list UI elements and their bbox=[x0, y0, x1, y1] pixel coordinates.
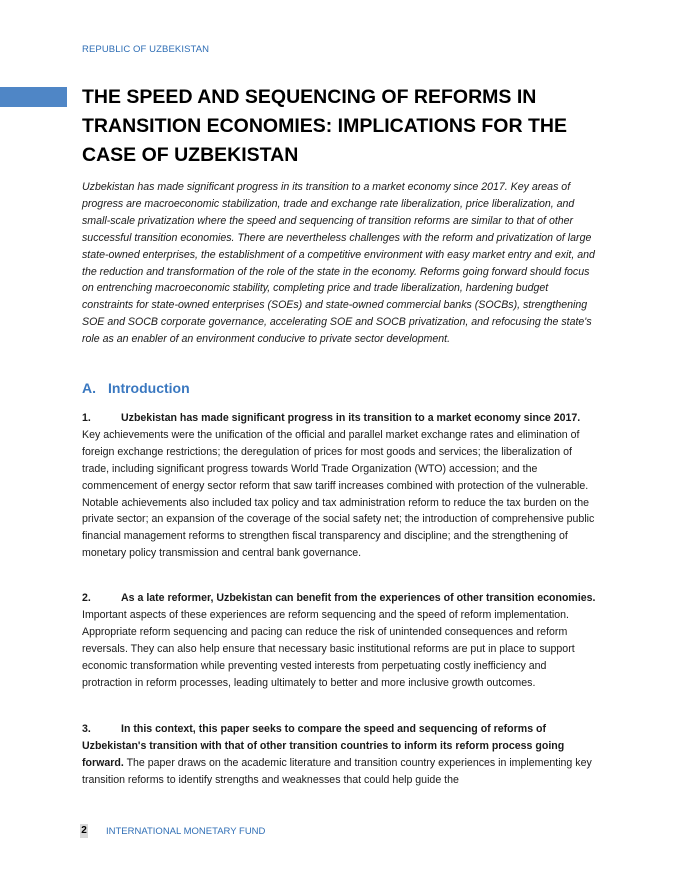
paragraph-1 bbox=[82, 410, 598, 562]
paragraph-body: Key achievements were the unification of the official and parallel market exchange rates and elimination of foreign exchange restrictions; the deregulation of prices for most goods and services; the liberalization of trade, including significant progress towards World Trade Organization (WTO) accession; and the commencement of energy sector reform that saw tariff increases combined with protection of the vulnerable. Notable achievements also included tax policy and tax administration reform to reduce the tax burden on the private sector; an expansion of the coverage of the social safety net; the introduction of comprehensive public financial management reforms to strengthen fiscal transparency and discipline; and the strengthening of monetary policy transmission and central bank governance. bbox=[82, 428, 595, 560]
paragraph-number: 2. bbox=[82, 592, 91, 604]
section-heading bbox=[82, 378, 190, 398]
abstract: Uzbekistan has made significant progress in its transition to a market economy since 2017. Key areas of progress are macroeconomic stabilization, trade and exchange rate liberalization, price liberalization, and small-scale privatization where the speed and sequencing of transition reforms are similar to that of other successful transition economies. There are nevertheless challenges with the reform and privatization of large state-owned enterprises, the establishment of a competitive environment with easy market entry and exit, and the reduction and transformation of the role of the state in the economy. Reforms going forward should focus on entrenching macroeconomic stability, completing price and trade liberalization, hardening budget constraints for state-owned enterprises (SOEs) and state-owned commercial banks (SOCBs), strengthening SOE and SOCB corporate governance, accelerating SOE and SOCB privatization, and refocusing the state's role as an enabler of an environment conducive to private sector development. bbox=[82, 181, 595, 346]
footer-organization: INTERNATIONAL MONETARY FUND bbox=[106, 826, 266, 837]
running-header: REPUBLIC OF UZBEKISTAN bbox=[82, 44, 210, 55]
paragraph-body: The paper draws on the academic literature and transition country experiences in implementing key transition reforms to identify strengths and weaknesses that could help guide the bbox=[82, 756, 592, 786]
paragraph-number: 3. bbox=[82, 723, 91, 735]
paragraph-lead: Uzbekistan has made significant progress in its transition to a market economy since 2017. bbox=[121, 412, 581, 424]
paragraph-number: 1. bbox=[82, 412, 91, 424]
document-title: THE SPEED AND SEQUENCING OF REFORMS IN TRANSITION ECONOMIES: IMPLICATIONS FOR THE CASE OF UZBEKISTAN bbox=[82, 86, 567, 166]
paragraph-2 bbox=[82, 590, 598, 691]
page-number: 2 bbox=[81, 825, 87, 836]
paragraph-3 bbox=[82, 721, 598, 789]
section-letter: A. bbox=[82, 380, 96, 396]
title-accent-bar bbox=[0, 87, 67, 107]
paragraph-lead: In this context, this paper seeks to compare the speed and sequencing of reforms of Uzbekistan's transition with that of other transition countries to inform its reform process going forward. bbox=[82, 723, 565, 769]
paragraph-lead: As a late reformer, Uzbekistan can benefit from the experiences of other transition economies. bbox=[121, 592, 596, 604]
paragraph-body: Important aspects of these experiences are reform sequencing and the speed of reform implementation. Appropriate reform sequencing and pacing can reduce the risk of unintended consequences and reform reversals. They can also help ensure that necessary basic institutional reforms are put in place to support economic transformation while preventing vested interests from perpetuating costly inefficiency and protraction in reform processes, leading ultimately to better and more inclusive growth outcomes. bbox=[82, 608, 575, 689]
section-title: Introduction bbox=[108, 380, 190, 396]
